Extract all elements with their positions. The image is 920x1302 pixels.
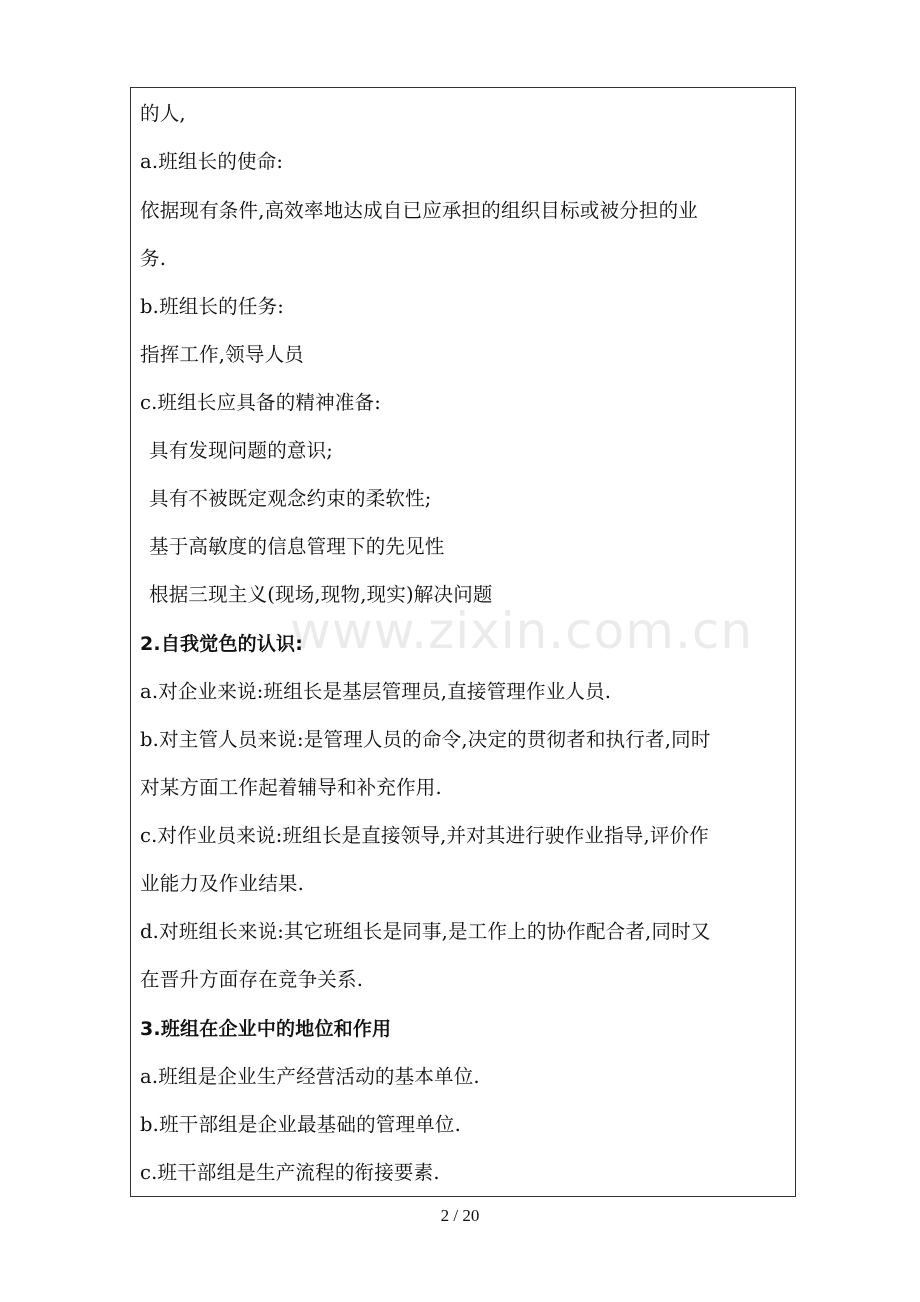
watermark: www.zixin.com.cn bbox=[290, 602, 754, 660]
text-line: c.对作业员来说:班组长是直接领导,并对其进行驶作业指导,评价作 bbox=[140, 824, 709, 847]
text-line: a.对企业来说:班组长是基层管理员,直接管理作业人员. bbox=[140, 680, 612, 703]
text-line: 的人, bbox=[140, 102, 186, 125]
text-line: 依据现有条件,高效率地达成自已应承担的组织目标或被分担的业 bbox=[140, 199, 698, 222]
text-line: 对某方面工作起着辅导和补充作用. bbox=[140, 776, 442, 799]
text-line: a.班组是企业生产经营活动的基本单位. bbox=[140, 1065, 480, 1088]
text-line: 务. bbox=[140, 247, 167, 270]
text-line: c.班干部组是生产流程的衔接要素. bbox=[140, 1161, 440, 1184]
section-heading: 3.班组在企业中的地位和作用 bbox=[140, 1018, 392, 1040]
text-line: a.班组长的使命: bbox=[140, 150, 284, 173]
text-line: 具有发现问题的意识; bbox=[149, 439, 334, 462]
text-line: 在晋升方面存在竞争关系. bbox=[140, 968, 364, 991]
page-number: 2 / 20 bbox=[440, 1206, 480, 1225]
text-line: 基于高敏度的信息管理下的先见性 bbox=[149, 535, 445, 558]
text-line: d.对班组长来说:其它班组长是同事,是工作上的协作配合者,同时又 bbox=[140, 920, 711, 943]
text-line: b.班组长的任务: bbox=[140, 295, 285, 318]
text-line: 业能力及作业结果. bbox=[140, 872, 304, 895]
text-line: 具有不被既定观念约束的柔软性; bbox=[149, 487, 432, 510]
section-heading: 2.自我觉色的认识: bbox=[140, 633, 304, 655]
text-line: 指挥工作,领导人员 bbox=[140, 343, 304, 366]
text-line: b.班干部组是企业最基础的管理单位. bbox=[140, 1113, 461, 1136]
text-line: 根据三现主义(现场,现物,现实)解决问题 bbox=[149, 583, 493, 606]
text-line: c.班组长应具备的精神准备: bbox=[140, 391, 381, 414]
text-line: b.对主管人员来说:是管理人员的命令,决定的贯彻者和执行者,同时 bbox=[140, 728, 711, 751]
